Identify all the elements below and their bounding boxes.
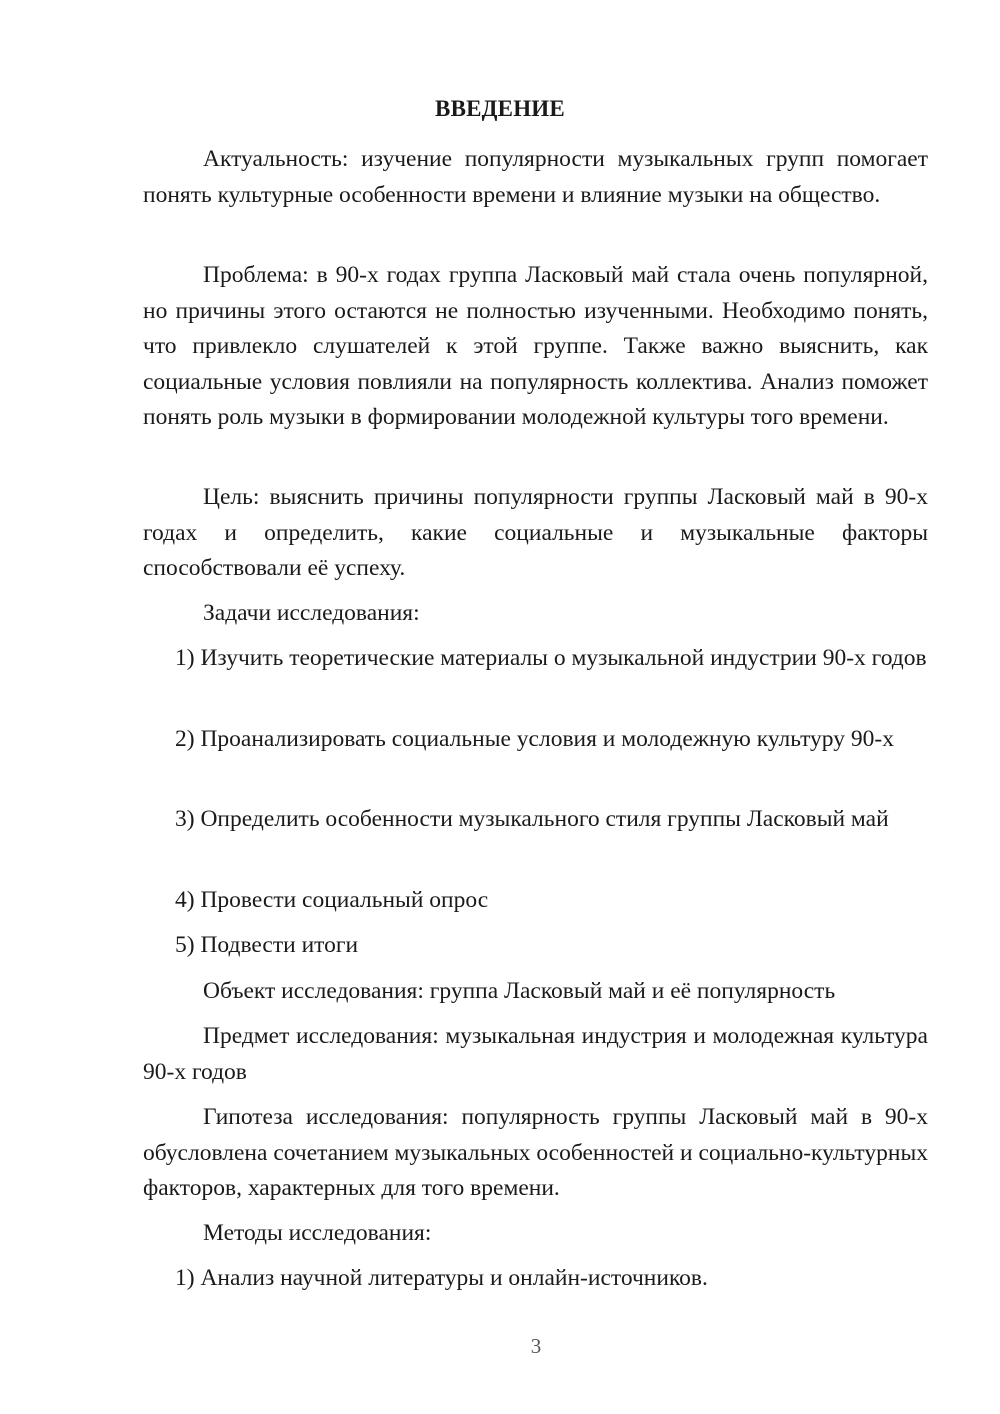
task-item-2: 2) Проанализировать социальные условия и молодежную культуру 90-х xyxy=(175,726,894,752)
page-number: 3 xyxy=(530,1334,542,1358)
tasks-title: Задачи исследования: xyxy=(203,600,420,626)
hypothesis-paragraph: Гипотеза исследования: популярность группы Ласковый май в 90-х обусловлена сочетанием музыкальных особенностей и социально-культурных факторов, характерных для того времени. xyxy=(143,1104,928,1201)
problem-paragraph: Проблема: в 90-х годах группа Ласковый май стала очень популярной, но причины этого остаются не полностью изученными. Необходимо понять, что привлекло слушателей к этой группе. Также важно выяснить, как социальные условия повлияли на популярность коллектива. Анализ поможет понять роль музыки в формировании молодежной культуры того времени. xyxy=(143,262,928,430)
method-item-1: 1) Анализ научной литературы и онлайн-источников. xyxy=(175,1265,708,1291)
task-item-4: 4) Провести социальный опрос xyxy=(175,887,489,913)
task-item-5: 5) Подвести итоги xyxy=(175,932,359,958)
subject-paragraph: Предмет исследования: музыкальная индустрия и молодежная культура 90-х годов xyxy=(143,1023,928,1085)
relevance-paragraph: Актуальность: изучение популярности музыкальных групп помогает понять культурные особенности времени и влияние музыки на общество. xyxy=(143,146,928,208)
object-paragraph: Объект исследования: группа Ласковый май и её популярность xyxy=(203,978,836,1004)
section-heading: ВВЕДЕНИЕ xyxy=(435,96,565,121)
goal-paragraph: Цель: выяснить причины популярности группы Ласковый май в 90-х годах и определить, какие социальные и музыкальные факторы способствовали её успеху. xyxy=(143,484,928,581)
methods-title: Методы исследования: xyxy=(203,1220,432,1246)
task-item-3: 3) Определить особенности музыкального стиля группы Ласковый май xyxy=(175,806,889,832)
task-item-1: 1) Изучить теоретические материалы о музыкальной индустрии 90-х годов xyxy=(175,645,927,671)
